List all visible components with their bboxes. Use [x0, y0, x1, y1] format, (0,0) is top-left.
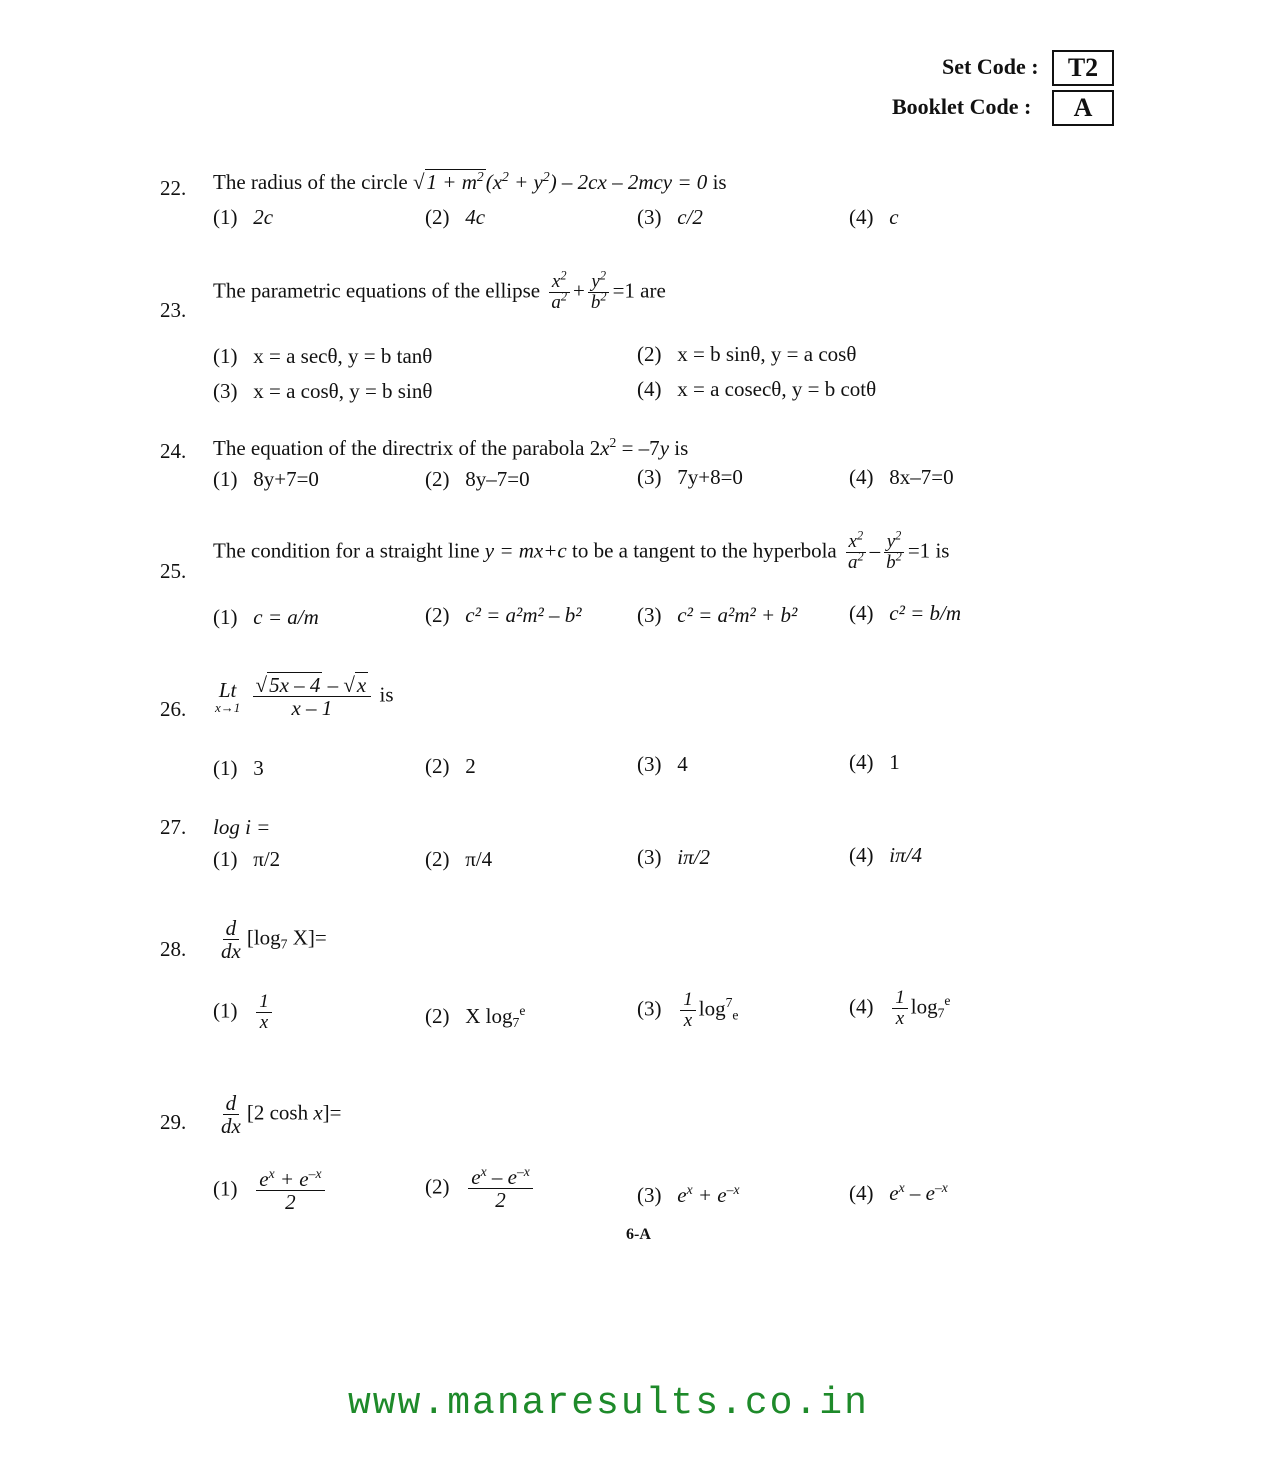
- question-22-text: The radius of the circle: [213, 170, 408, 194]
- question-23-text-end: are: [640, 278, 666, 303]
- q26-option-3: (3) 4: [637, 752, 688, 776]
- question-25-text-mid: to be a tangent to the hyperbola: [572, 538, 837, 563]
- q28-option-2: (2) X $\log_7^e$: [425, 1002, 526, 1031]
- question-24-number: 24.: [160, 439, 187, 463]
- q24-option-4: (4) 8x–7=0: [849, 465, 954, 489]
- question-27-stem: log i =: [213, 815, 271, 839]
- q23-option-1: (1) x = a secθ, y = b tanθ: [213, 344, 433, 368]
- watermark-url[interactable]: www.manaresults.co.in: [348, 1382, 869, 1425]
- q28-option-4: (4) $\frac{1}{x}$ $\log_7^e$: [849, 987, 951, 1029]
- q29-option-2: (2) $\frac{e^x - e^{-x}}{2}$: [425, 1166, 536, 1211]
- question-22-text-end: is: [712, 170, 727, 194]
- question-27-number: 27.: [160, 815, 187, 839]
- q25-option-1: (1) c = a/m: [213, 605, 319, 629]
- q24-option-2: (2) 8y–7=0: [425, 467, 530, 491]
- q24-option-1: (1) 8y+7=0: [213, 467, 319, 491]
- question-23-stem: The parametric equations of the ellipse $\frac{x^2}{a^2}$ + $\frac{y^2}{b^2}$ =1 are: [213, 268, 666, 313]
- question-26-stem: Lt x→1 $\frac{√5x - 4 - √x}{x - 1}$ is: [215, 673, 394, 721]
- q25-option-4: (4) c² = b/m: [849, 601, 962, 625]
- question-26-number: 26.: [160, 697, 187, 721]
- question-22-number: 22.: [160, 176, 187, 200]
- q22-option-3: (3) c/2: [637, 205, 703, 229]
- q29-option-3: (3) $e^x + e^{-x}$: [637, 1181, 740, 1207]
- question-24-text-end: is: [674, 436, 689, 460]
- q27-option-4: (4) iπ/4: [849, 843, 922, 867]
- question-23-text: The parametric equations of the ellipse: [213, 278, 541, 303]
- question-29-stem: $\frac{d}{dx}$ [2 cosh x]=: [221, 1091, 342, 1139]
- q22-option-2: (2) 4c: [425, 205, 486, 229]
- question-25-text-end: is: [935, 538, 950, 563]
- set-code-value: T2: [1052, 50, 1114, 86]
- q23-option-2: (2) x = b sinθ, y = a cosθ: [637, 342, 857, 366]
- question-23-number: 23.: [160, 298, 187, 322]
- booklet-code-value: A: [1052, 90, 1114, 126]
- q26-option-1: (1) 3: [213, 756, 264, 780]
- question-26-text-end: is: [379, 682, 394, 707]
- question-28-number: 28.: [160, 937, 187, 961]
- q29-option-4: (4) $e^x - e^{-x}$: [849, 1179, 948, 1205]
- q23-option-3: (3) x = a cosθ, y = b sinθ: [213, 379, 433, 403]
- q28-option-1: (1) $\frac{1}{x}$: [213, 992, 275, 1033]
- q27-option-1: (1) π/2: [213, 847, 281, 871]
- q29-option-1: (1) $\frac{e^x + e^{-x}}{2}$: [213, 1168, 328, 1213]
- q25-option-2: (2) c² = a²m² – b²: [425, 603, 582, 627]
- q22-option-4: (4) c: [849, 205, 899, 229]
- question-25-stem: The condition for a straight line y = mx+c to be a tangent to the hyperbola $\frac{x^2}{a^2}$ – $\frac{y^2}{b^2}$ =1 is: [213, 528, 950, 573]
- q22-option-1: (1) 2c: [213, 205, 274, 229]
- booklet-code-label: Booklet Code :: [892, 94, 1032, 119]
- q28-option-3: (3) $\frac{1}{x}$ $\log^7_e$: [637, 989, 739, 1031]
- question-24-text: The equation of the directrix of the parabola: [213, 436, 585, 460]
- question-25-text: The condition for a straight line: [213, 538, 480, 563]
- q25-option-3: (3) c² = a²m² + b²: [637, 603, 798, 627]
- q27-option-2: (2) π/4: [425, 847, 493, 871]
- q23-option-4: (4) x = a cosecθ, y = b cotθ: [637, 377, 877, 401]
- q24-option-3: (3) 7y+8=0: [637, 465, 743, 489]
- set-code-label: Set Code :: [942, 54, 1039, 79]
- question-22-stem: The radius of the circle $√1 + m^2(x^2 + y^2) - 2cx - 2mcy = 0$ is: [213, 168, 727, 194]
- question-28-stem: $\frac{d}{dx}$ [$\log_7$ X]=: [221, 916, 327, 964]
- q26-option-2: (2) 2: [425, 754, 476, 778]
- question-24-stem: The equation of the directrix of the parabola $2x^2 = -7y$ is: [213, 434, 689, 460]
- q27-option-3: (3) iπ/2: [637, 845, 710, 869]
- page-number: 6-A: [626, 1226, 651, 1243]
- question-25-number: 25.: [160, 559, 187, 583]
- q26-option-4: (4) 1: [849, 750, 900, 774]
- question-29-number: 29.: [160, 1110, 187, 1134]
